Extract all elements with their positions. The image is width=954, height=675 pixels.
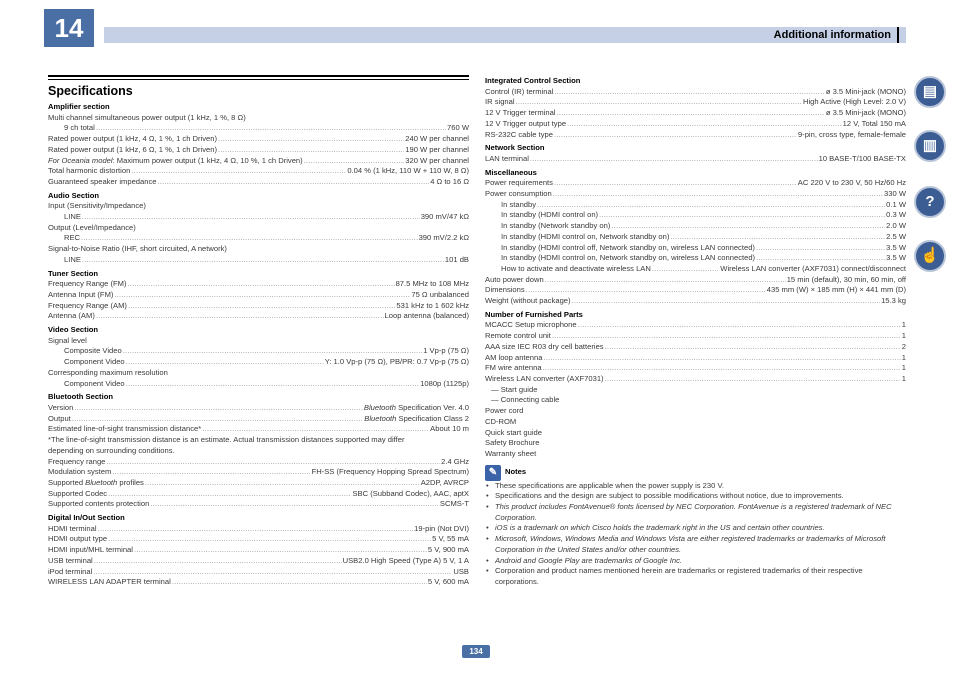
spec-row xyxy=(48,414,469,425)
leader-dots xyxy=(554,87,824,98)
spec-label: Frequency Range (AM) xyxy=(48,300,127,310)
spec-label: FM wire antenna xyxy=(485,363,542,373)
spec-text: *The line-of-sight transmission distance is an estimate. Actual transmission distances supported may differ xyxy=(48,435,405,445)
spec-value: 19-pin (Not DVI) xyxy=(414,523,469,533)
spec-value: 2.0 W xyxy=(886,221,906,231)
spec-row xyxy=(485,178,906,189)
spec-row xyxy=(48,457,469,468)
spec-value: 0.04 % (1 kHz, 110 W + 110 W, 8 Ω) xyxy=(347,166,469,176)
leader-dots xyxy=(128,279,395,290)
spec-row xyxy=(48,357,469,368)
spec-row xyxy=(485,264,906,275)
spec-value: 101 dB xyxy=(444,254,469,264)
spec-value: USB xyxy=(453,566,469,576)
spec-label: Frequency range xyxy=(48,456,106,466)
spec-value: 3.5 W xyxy=(886,253,906,263)
spec-label: Estimated line-of-sight transmission distance* xyxy=(48,424,202,434)
spec-value: ø 3.5 Mini-jack (MONO) xyxy=(825,108,906,118)
spec-row xyxy=(485,374,906,385)
spec-row xyxy=(485,189,906,200)
spec-label: Remote control unit xyxy=(485,331,551,341)
spec-row xyxy=(485,320,906,331)
spec-label: WIRELESS LAN ADAPTER terminal xyxy=(48,577,171,587)
left-spec-list xyxy=(48,102,469,588)
spec-row xyxy=(48,556,469,567)
spec-value: AC 220 V to 230 V, 50 Hz/60 Hz xyxy=(797,178,906,188)
note-item: • This product includes FontAvenue® fonts licensed by NEC Corporation. FontAvenue is a registered trademark of NEC Corporation. xyxy=(485,502,906,523)
leader-dots xyxy=(74,403,363,414)
spec-value: 2.4 GHz xyxy=(441,456,469,466)
leader-dots xyxy=(150,499,439,510)
subsection-title: Miscellaneous xyxy=(485,167,537,177)
spec-label: Supported contents protection xyxy=(48,499,150,509)
subsection-title: Network Section xyxy=(485,143,545,153)
spec-text: Multi channel simultaneous power output (1 kHz, 1 %, 8 Ω) xyxy=(48,112,246,122)
spec-value: Bluetooth Specification Ver. 4.0 xyxy=(363,402,469,412)
spec-label: Component Video xyxy=(64,378,125,388)
leader-dots xyxy=(82,255,444,266)
spec-label: Modulation system xyxy=(48,467,112,477)
spec-label: USB terminal xyxy=(48,555,93,565)
spec-row xyxy=(48,499,469,510)
pencil-icon: ✎ xyxy=(485,465,501,481)
spec-label: REC xyxy=(64,233,81,243)
leader-dots xyxy=(108,489,351,500)
leader-dots xyxy=(202,424,429,435)
notes-heading-label: Notes xyxy=(505,467,527,477)
spec-value: 12 V, Total 150 mA xyxy=(842,118,906,128)
spec-label: In standby (HDMI control off, Network standby on, wireless LAN connected) xyxy=(501,242,755,252)
leader-dots xyxy=(131,166,346,177)
spec-row xyxy=(48,134,469,145)
chapter-number: 14 xyxy=(54,13,84,43)
spec-row xyxy=(485,221,906,232)
spec-row xyxy=(485,97,906,108)
spec-label: For Oceania model: Maximum power output (1 kHz, 4 Ω, 10 %, 1 ch Driven) xyxy=(48,155,303,165)
spec-value-italic: Bluetooth xyxy=(363,402,396,412)
spec-row xyxy=(485,200,906,211)
book-icon[interactable]: ▤ xyxy=(914,76,946,108)
notes-list xyxy=(485,481,906,588)
spec-value: 0.1 W xyxy=(886,199,906,209)
spec-text: Signal-to-Noise Ratio (IHF, short circuited, A network) xyxy=(48,244,227,254)
spec-row xyxy=(48,567,469,578)
leader-dots xyxy=(172,577,427,588)
subsection-title: Amplifier section xyxy=(48,102,110,111)
spec-text: Safety Brochure xyxy=(485,438,540,448)
header-title: Additional information xyxy=(774,27,899,43)
leader-dots xyxy=(556,108,824,119)
spec-label: Auto power down xyxy=(485,274,544,284)
notes-heading xyxy=(485,465,906,481)
remote-icon[interactable]: ▥ xyxy=(914,130,946,162)
spec-label: Wireless LAN converter (AXF7031) xyxy=(485,373,604,383)
spec-label: In standby (HDMI control on) xyxy=(501,210,599,220)
spec-value-italic: Bluetooth xyxy=(364,413,397,423)
spec-row xyxy=(48,145,469,156)
spec-label: iPod terminal xyxy=(48,566,93,576)
spec-row xyxy=(48,467,469,478)
page-number: 134 xyxy=(462,645,490,658)
spec-value: 5 V, 900 mA xyxy=(427,545,469,555)
section-rule xyxy=(48,75,469,80)
spec-value: 760 W xyxy=(447,123,469,133)
spec-row xyxy=(485,353,906,364)
spec-value: FH-SS (Frequency Hopping Spread Spectrum) xyxy=(311,467,469,477)
spec-label: In standby (HDMI control on, Network standby on) xyxy=(501,231,670,241)
hand-icon[interactable]: ☝ xyxy=(914,240,946,272)
spec-label: Total harmonic distortion xyxy=(48,166,131,176)
spec-row xyxy=(485,154,906,165)
spec-label-italic: Bluetooth xyxy=(85,477,118,487)
spec-row xyxy=(48,346,469,357)
subsection-title: Bluetooth Section xyxy=(48,392,113,402)
spec-label: Guaranteed speaker impedance xyxy=(48,176,157,186)
spec-row xyxy=(48,424,469,435)
leader-dots xyxy=(81,233,418,244)
spec-label: Rated power output (1 kHz, 4 Ω, 1 %, 1 ch Driven) xyxy=(48,134,218,144)
note-item: • Specifications and the design are subject to possible modifications without notice, due to improvements. xyxy=(485,491,906,502)
spec-value: USB2.0 High Speed (Type A) 5 V, 1 A xyxy=(342,555,469,565)
leader-dots xyxy=(652,264,719,275)
spec-row xyxy=(485,108,906,119)
spec-row xyxy=(485,342,906,353)
spec-label: Component Video xyxy=(64,357,125,367)
spec-label: In standby (Network standby on) xyxy=(501,221,611,231)
note-item: • iOS is a trademark on which Cisco holds the trademark right in the US and certain other countries. xyxy=(485,523,906,534)
leader-dots xyxy=(304,156,405,167)
leader-dots xyxy=(93,567,452,578)
spec-row xyxy=(485,87,906,98)
spec-row xyxy=(48,290,469,301)
spec-value: 2 xyxy=(901,341,906,351)
leader-dots xyxy=(108,534,431,545)
question-icon[interactable]: ? xyxy=(914,186,946,218)
leader-dots xyxy=(218,134,404,145)
leader-dots xyxy=(82,212,420,223)
subsection-title: Video Section xyxy=(48,325,99,335)
spec-label: Supported Codec xyxy=(48,488,108,498)
spec-label: Frequency Range (FM) xyxy=(48,279,127,289)
spec-label: Antenna Input (FM) xyxy=(48,289,114,299)
leader-dots xyxy=(98,524,414,535)
spec-value: 531 kHz to 1 602 kHz xyxy=(396,300,469,310)
leader-dots xyxy=(112,467,310,478)
spec-value: SBC (Subband Codec), AAC, aptX xyxy=(352,488,469,498)
leader-dots xyxy=(96,123,446,134)
spec-value: 5 V, 55 mA xyxy=(432,534,469,544)
spec-value: 0.3 W xyxy=(886,210,906,220)
spec-value: 1 xyxy=(901,363,906,373)
leader-dots xyxy=(543,353,900,364)
spec-row xyxy=(48,534,469,545)
spec-text: — Start guide xyxy=(491,384,538,394)
leader-dots xyxy=(158,177,430,188)
spec-row xyxy=(48,233,469,244)
spec-label: Antenna (AM) xyxy=(48,311,95,321)
leader-dots xyxy=(134,545,427,556)
spec-value: 190 W per channel xyxy=(405,144,469,154)
spec-row xyxy=(485,232,906,243)
leader-dots xyxy=(554,178,797,189)
spec-label-italic: For Oceania model xyxy=(48,155,113,165)
spec-text: depending on surrounding conditions. xyxy=(48,445,175,455)
spec-text: Output (Level/Impedance) xyxy=(48,222,136,232)
spec-value: 15 min (default), 30 min, 60 min, off xyxy=(786,274,906,284)
spec-value: High Active (High Level: 2.0 V) xyxy=(803,97,906,107)
leader-dots xyxy=(516,97,802,108)
leader-dots xyxy=(611,221,885,232)
spec-row xyxy=(48,577,469,588)
spec-text: Input (Sensitivity/Impedance) xyxy=(48,201,146,211)
spec-row xyxy=(48,177,469,188)
leader-dots xyxy=(756,253,885,264)
leader-dots xyxy=(526,285,766,296)
spec-value: 390 mV/47 kΩ xyxy=(420,212,469,222)
spec-row xyxy=(48,311,469,322)
leader-dots xyxy=(599,210,885,221)
spec-value: 2.5 W xyxy=(886,231,906,241)
spec-row xyxy=(485,363,906,374)
leader-dots xyxy=(96,311,384,322)
spec-value: Loop antenna (balanced) xyxy=(384,311,469,321)
spec-text: — Connecting cable xyxy=(491,395,560,405)
leader-dots xyxy=(543,363,901,374)
spec-row xyxy=(48,166,469,177)
spec-value: Wireless LAN converter (AXF7031) connect/disconnect xyxy=(720,263,906,273)
leader-dots xyxy=(578,320,901,331)
spec-value: 10 BASE-T/100 BASE-TX xyxy=(818,153,906,163)
spec-value: ø 3.5 Mini-jack (MONO) xyxy=(825,86,906,96)
subsection-title: Audio Section xyxy=(48,190,100,200)
subsection-title: Tuner Section xyxy=(48,268,99,278)
spec-label: Power consumption xyxy=(485,189,552,199)
section-title: Specifications xyxy=(48,84,133,98)
spec-label: Composite Video xyxy=(64,346,122,356)
spec-row xyxy=(48,156,469,167)
leader-dots xyxy=(756,243,885,254)
right-spec-list xyxy=(485,76,906,460)
spec-row xyxy=(485,275,906,286)
subsection-title: Digital In/Out Section xyxy=(48,513,125,523)
spec-label: Power requirements xyxy=(485,178,553,188)
spec-row xyxy=(485,253,906,264)
spec-value: A2DP, AVRCP xyxy=(420,477,469,487)
spec-row xyxy=(48,379,469,390)
spec-value: Y: 1.0 Vp-p (75 Ω), PB/PR: 0.7 Vp-p (75 Ω) xyxy=(324,357,469,367)
spec-label: HDMI output type xyxy=(48,534,108,544)
leader-dots xyxy=(554,130,797,141)
spec-row xyxy=(485,285,906,296)
spec-row xyxy=(485,119,906,130)
spec-row xyxy=(48,524,469,535)
spec-label: Rated power output (1 kHz, 6 Ω, 1 %, 1 ch Driven) xyxy=(48,144,218,154)
leader-dots xyxy=(145,478,420,489)
spec-label: Control (IR) terminal xyxy=(485,86,554,96)
spec-label: 12 V Trigger output type xyxy=(485,118,567,128)
spec-label: In standby (HDMI control on, Network standby on, wireless LAN connected) xyxy=(501,253,756,263)
spec-value: 9-pin, cross type, female-female xyxy=(797,129,906,139)
spec-value: 1 xyxy=(901,352,906,362)
spec-row xyxy=(48,478,469,489)
spec-value: 1 xyxy=(901,320,906,330)
spec-label: AAA size IEC R03 dry cell batteries xyxy=(485,341,604,351)
spec-label: Weight (without package) xyxy=(485,296,571,306)
note-item: • Microsoft, Windows, Windows Media and Windows Vista are either registered trademarks or trademarks of Microsoft Corporation in the United States and/or other countries. xyxy=(485,534,906,555)
leader-dots xyxy=(218,145,404,156)
spec-value: 75 Ω unbalanced xyxy=(411,289,469,299)
spec-row xyxy=(48,489,469,500)
spec-row xyxy=(48,123,469,134)
spec-value: 15.3 kg xyxy=(881,296,906,306)
spec-value: About 10 m xyxy=(430,424,469,434)
spec-row xyxy=(48,403,469,414)
subsection-title: Number of Furnished Parts xyxy=(485,309,583,319)
leader-dots xyxy=(126,357,324,368)
leader-dots xyxy=(72,414,364,425)
leader-dots xyxy=(114,290,410,301)
leader-dots xyxy=(537,200,885,211)
spec-row xyxy=(48,279,469,290)
spec-label: HDMI terminal xyxy=(48,523,97,533)
spec-row xyxy=(485,296,906,307)
spec-row xyxy=(485,331,906,342)
leader-dots xyxy=(605,342,901,353)
spec-row xyxy=(485,210,906,221)
right-column xyxy=(485,73,906,588)
spec-value: 390 mV/2.2 kΩ xyxy=(418,233,469,243)
spec-label: LAN terminal xyxy=(485,153,529,163)
spec-row xyxy=(48,212,469,223)
spec-value: 4 Ω to 16 Ω xyxy=(430,176,469,186)
spec-label: IR signal xyxy=(485,97,515,107)
note-item: • These specifications are applicable when the power supply is 230 V. xyxy=(485,481,906,492)
leader-dots xyxy=(126,379,420,390)
spec-label: AM loop antenna xyxy=(485,352,543,362)
spec-label: MCACC Setup microphone xyxy=(485,320,577,330)
spec-label: HDMI input/MHL terminal xyxy=(48,545,133,555)
spec-row xyxy=(48,545,469,556)
leader-dots xyxy=(94,556,342,567)
spec-text: Power cord xyxy=(485,406,524,416)
spec-text: Quick start guide xyxy=(485,427,542,437)
spec-text: CD-ROM xyxy=(485,416,517,426)
spec-label: How to activate and deactivate wireless LAN xyxy=(501,263,651,273)
spec-row xyxy=(48,255,469,266)
note-item: • Corporation and product names mentioned herein are trademarks or registered trademarks of their respective corporations. xyxy=(485,566,906,587)
spec-label: Output xyxy=(48,413,71,423)
spec-label: Supported Bluetooth profiles xyxy=(48,477,144,487)
spec-value: 1 Vp-p (75 Ω) xyxy=(423,346,469,356)
spec-label: Version xyxy=(48,402,74,412)
spec-row xyxy=(485,130,906,141)
spec-label: LINE xyxy=(64,212,81,222)
spec-label: In standby xyxy=(501,199,537,209)
subsection-title: Integrated Control Section xyxy=(485,76,581,85)
spec-label: Dimensions xyxy=(485,285,525,295)
spec-value: 330 W xyxy=(884,189,906,199)
leader-dots xyxy=(545,275,786,286)
spec-label: LINE xyxy=(64,254,81,264)
spec-value: 1 xyxy=(901,331,906,341)
leader-dots xyxy=(128,301,395,312)
leader-dots xyxy=(670,232,885,243)
spec-text: Signal level xyxy=(48,335,87,345)
spec-value: 3.5 W xyxy=(886,242,906,252)
spec-value: 87.5 MHz to 108 MHz xyxy=(395,279,469,289)
leader-dots xyxy=(553,189,883,200)
spec-value: 1 xyxy=(901,373,906,383)
spec-text: Corresponding maximum resolution xyxy=(48,367,168,377)
leader-dots xyxy=(605,374,901,385)
leader-dots xyxy=(552,331,901,342)
leader-dots xyxy=(530,154,818,165)
leader-dots xyxy=(567,119,842,130)
spec-value: Bluetooth Specification Class 2 xyxy=(364,413,469,423)
leader-dots xyxy=(572,296,881,307)
leader-dots xyxy=(106,457,440,468)
note-item: • Android and Google Play are trademarks of Google Inc. xyxy=(485,556,906,567)
left-column xyxy=(48,75,469,588)
spec-label: RS-232C cable type xyxy=(485,129,553,139)
spec-value: 240 W per channel xyxy=(405,134,469,144)
spec-value: 320 W per channel xyxy=(405,155,469,165)
spec-row xyxy=(485,243,906,254)
spec-text: Warranty sheet xyxy=(485,448,537,458)
spec-value: 5 V, 600 mA xyxy=(427,577,469,587)
spec-label: 9 ch total xyxy=(64,123,95,133)
leader-dots xyxy=(123,346,423,357)
spec-row xyxy=(48,301,469,312)
spec-value: SCMS-T xyxy=(439,499,469,509)
spec-value: 1080p (1125p) xyxy=(420,378,469,388)
spec-value: 435 mm (W) × 185 mm (H) × 441 mm (D) xyxy=(766,285,906,295)
spec-label: 12 V Trigger terminal xyxy=(485,108,556,118)
